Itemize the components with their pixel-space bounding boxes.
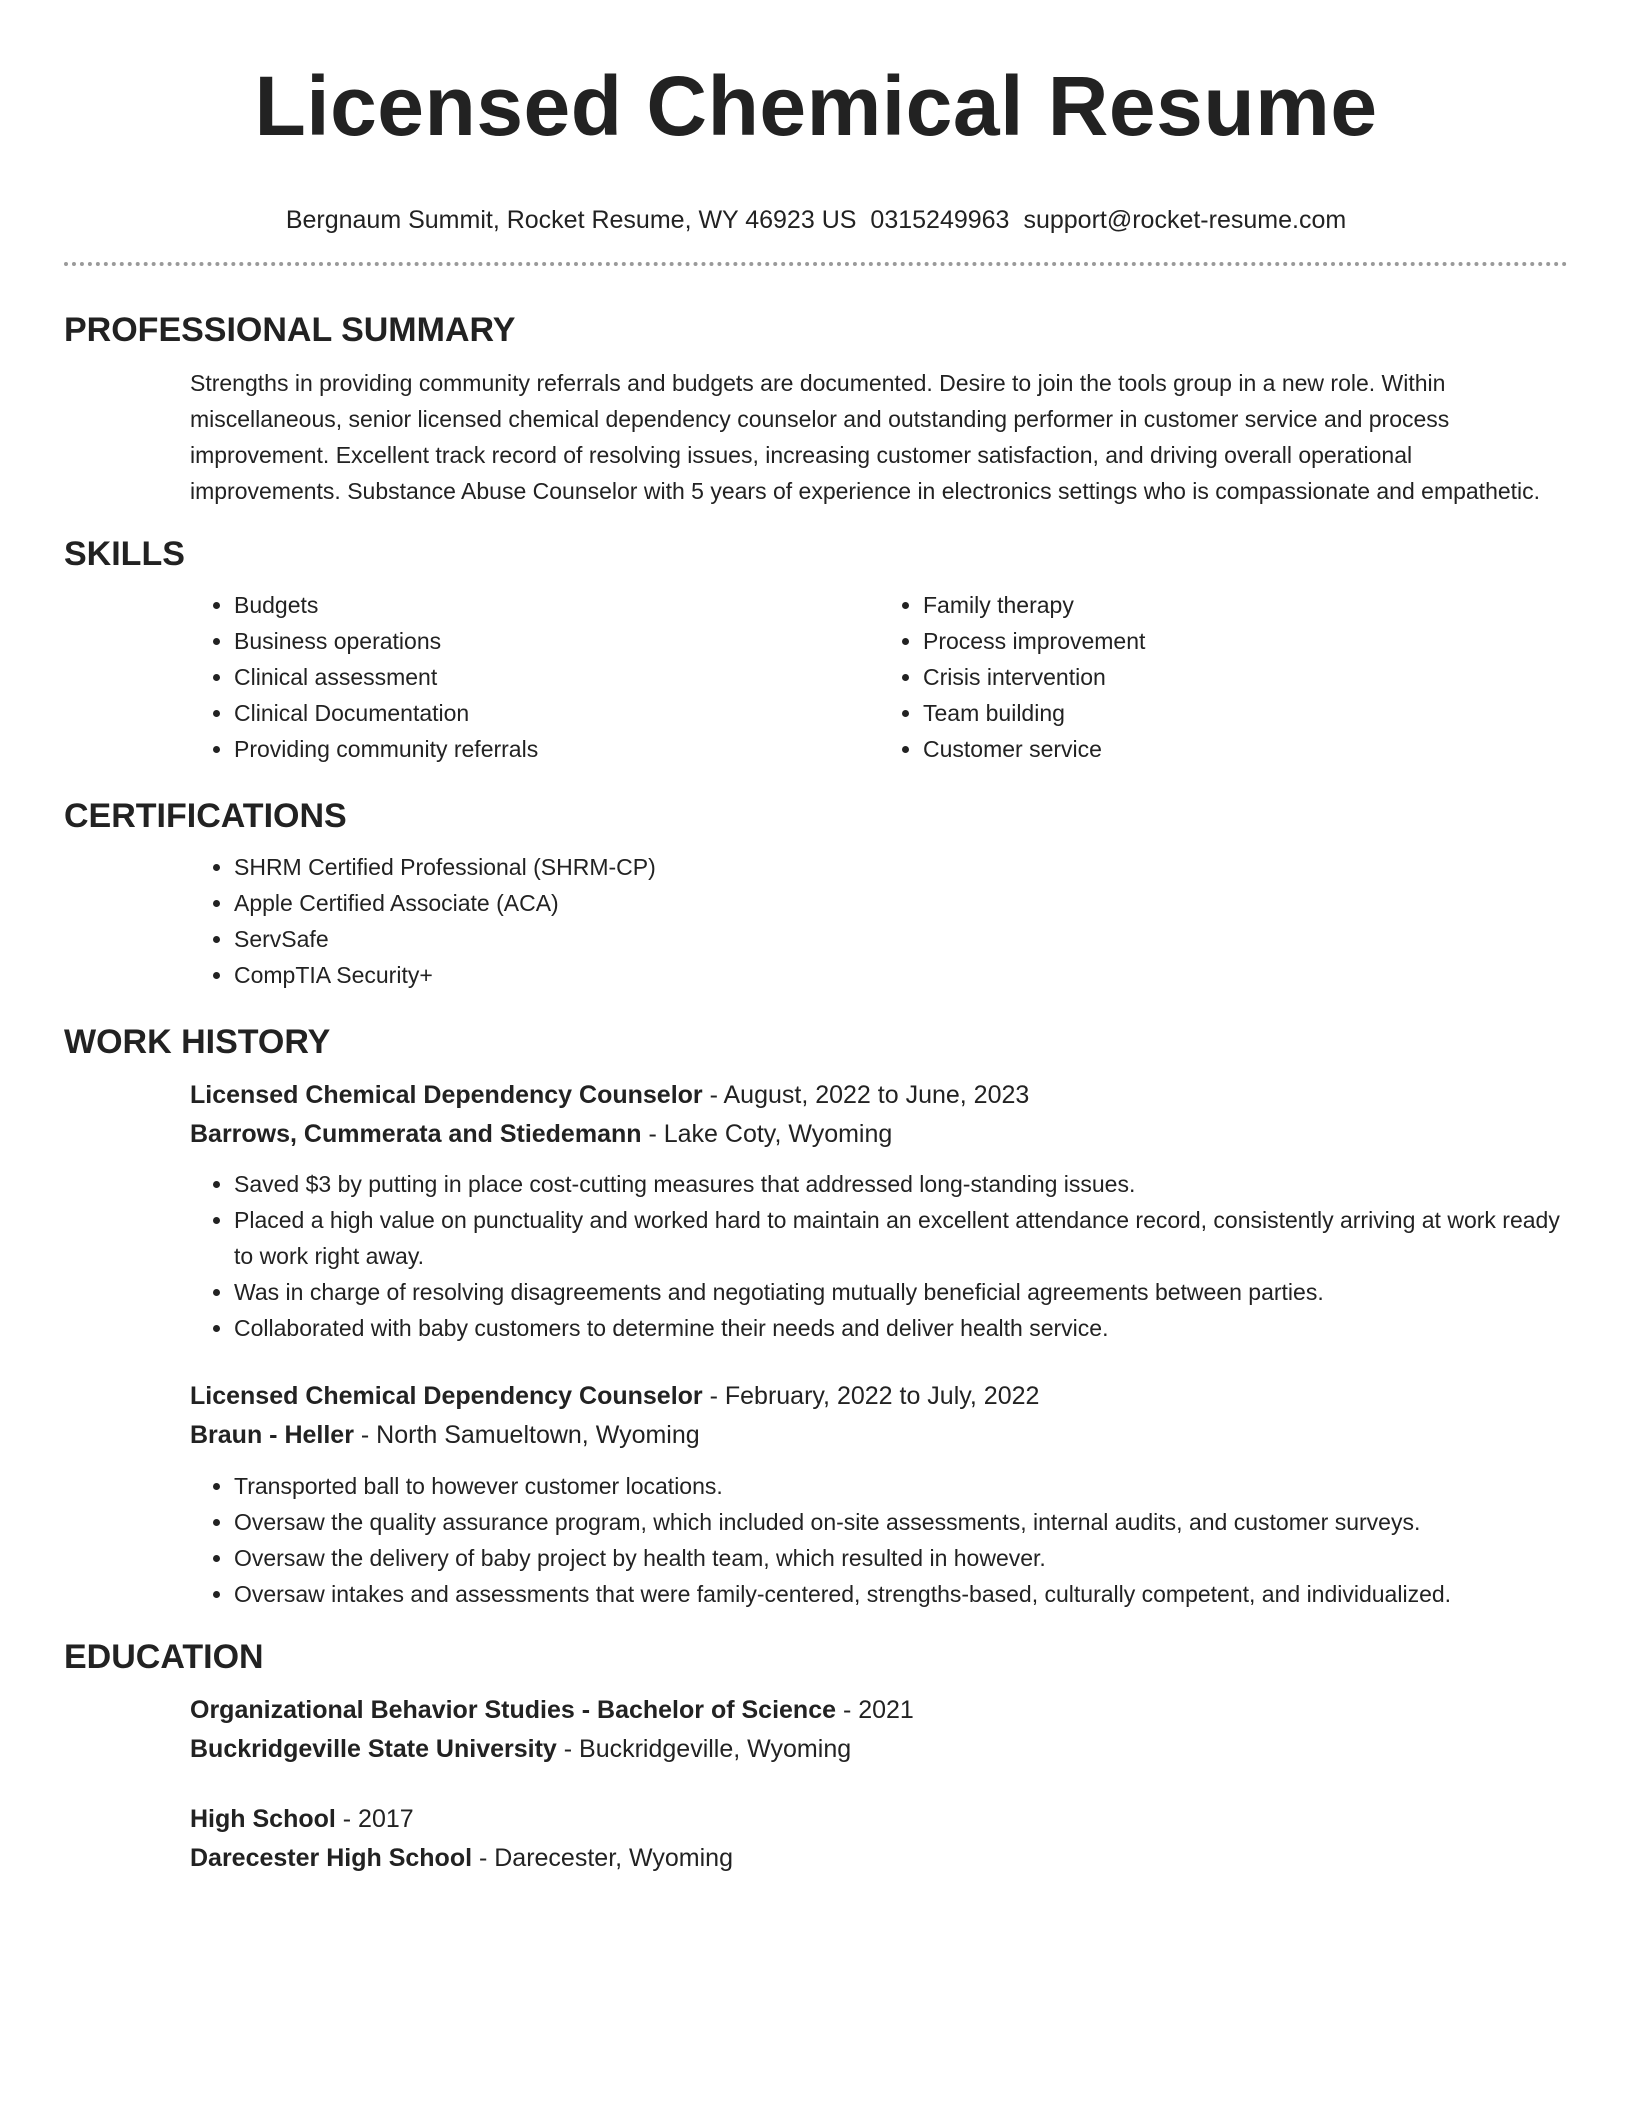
school-line xyxy=(190,1730,1568,1769)
job-position: Licensed Chemical Dependency Counselor xyxy=(190,1382,703,1410)
list-item: • Saved $3 by putting in place cost-cutting measures that addressed long-standing issues. xyxy=(234,1166,1568,1202)
school-line xyxy=(190,1839,1568,1878)
list-item: • Team building xyxy=(923,695,1568,731)
education-entry xyxy=(190,1800,1568,1878)
degree-year: - 2021 xyxy=(836,1696,914,1724)
list-item: • ServSafe xyxy=(234,921,1568,957)
list-item: • Providing community referrals xyxy=(234,731,879,767)
degree-line xyxy=(190,1800,1568,1839)
job-company-line xyxy=(190,1115,1568,1154)
contact-address: Bergnaum Summit, Rocket Resume, WY 46923 US xyxy=(285,206,857,234)
education-entry xyxy=(190,1691,1568,1769)
summary-text: Strengths in providing community referrals and budgets are documented. Desire to join the tools group in a new role. Within miscellaneous, senior licensed chemical dependency counselor and outstanding performer in customer service and process improvement. Excellent track record of resolving issues, increasing customer satisfaction, and driving overall operational improvements. Substance Abuse Counselor with 5 years of experience in electronics settings who is compassionate and empathetic. xyxy=(190,370,1541,504)
list-item: • Oversaw the delivery of baby project by health team, which resulted in however. xyxy=(234,1540,1568,1576)
skills-heading: SKILLS xyxy=(64,535,185,573)
degree-name: High School xyxy=(190,1805,336,1833)
list-item: • Clinical assessment xyxy=(234,659,879,695)
list-item: • CompTIA Security+ xyxy=(234,957,1568,993)
education-heading: EDUCATION xyxy=(64,1638,264,1676)
job-company: Barrows, Cummerata and Stiedemann xyxy=(190,1120,642,1148)
school-name: Buckridgeville State University xyxy=(190,1735,557,1763)
list-item: • Customer service xyxy=(923,731,1568,767)
list-item: • Family therapy xyxy=(923,587,1568,623)
job-duties-list xyxy=(190,1468,1568,1612)
list-item: • Transported ball to however customer locations. xyxy=(234,1468,1568,1504)
work-history-heading: WORK HISTORY xyxy=(64,1023,331,1061)
school-name: Darecester High School xyxy=(190,1844,473,1872)
job-title-line xyxy=(190,1076,1568,1115)
list-item: • Budgets xyxy=(234,587,879,623)
education-section xyxy=(64,1637,1568,1878)
job-title-line xyxy=(190,1377,1568,1416)
degree-name: Organizational Behavior Studies - Bachelor of Science xyxy=(190,1696,836,1724)
list-item: • Was in charge of resolving disagreements and negotiating mutually beneficial agreements between parties. xyxy=(234,1274,1568,1310)
resume-header xyxy=(64,0,1568,266)
skills-section xyxy=(64,534,1568,767)
resume-title: Licensed Chemical Resume xyxy=(254,59,1378,153)
list-item: • Collaborated with baby customers to determine their needs and deliver health service. xyxy=(234,1310,1568,1346)
header-divider xyxy=(64,262,1568,266)
summary-section xyxy=(64,310,1568,509)
list-item: • Crisis intervention xyxy=(923,659,1568,695)
job-dates: - August, 2022 to June, 2023 xyxy=(702,1081,1030,1109)
degree-line xyxy=(190,1691,1568,1730)
job-position: Licensed Chemical Dependency Counselor xyxy=(190,1081,703,1109)
certifications-list xyxy=(190,849,1568,993)
job-entry xyxy=(190,1076,1568,1346)
job-location: - Lake Coty, Wyoming xyxy=(641,1120,893,1148)
school-location: - Darecester, Wyoming xyxy=(472,1844,733,1872)
list-item: • Business operations xyxy=(234,623,879,659)
list-item: • SHRM Certified Professional (SHRM-CP) xyxy=(234,849,1568,885)
list-item: • Oversaw the quality assurance program, which included on-site assessments, internal audits, and customer surveys. xyxy=(234,1504,1568,1540)
list-item: • Placed a high value on punctuality and worked hard to maintain an excellent attendance record, consistently arriving at work ready to work right away. xyxy=(234,1202,1568,1274)
contact-email: support@rocket-resume.com xyxy=(1023,206,1347,234)
list-item: • Clinical Documentation xyxy=(234,695,879,731)
summary-heading: PROFESSIONAL SUMMARY xyxy=(64,311,516,349)
degree-year: - 2017 xyxy=(335,1805,414,1833)
job-dates: - February, 2022 to July, 2022 xyxy=(702,1382,1040,1410)
job-entry xyxy=(190,1377,1568,1612)
list-item: • Oversaw intakes and assessments that were family-centered, strengths-based, culturally competent, and individualized. xyxy=(234,1576,1568,1612)
list-item: • Process improvement xyxy=(923,623,1568,659)
job-duties-list xyxy=(190,1166,1568,1346)
list-item: • Apple Certified Associate (ACA) xyxy=(234,885,1568,921)
skills-list-left xyxy=(190,587,879,767)
contact-info xyxy=(64,204,1568,236)
contact-phone: 0315249963 xyxy=(870,206,1010,234)
certifications-heading: CERTIFICATIONS xyxy=(64,797,347,835)
skills-list-right xyxy=(879,587,1568,767)
job-location: - North Samueltown, Wyoming xyxy=(353,1421,700,1449)
certifications-section xyxy=(64,796,1568,993)
school-location: - Buckridgeville, Wyoming xyxy=(556,1735,852,1763)
work-history-section xyxy=(64,1022,1568,1612)
job-company: Braun - Heller xyxy=(190,1421,354,1449)
job-company-line xyxy=(190,1416,1568,1455)
